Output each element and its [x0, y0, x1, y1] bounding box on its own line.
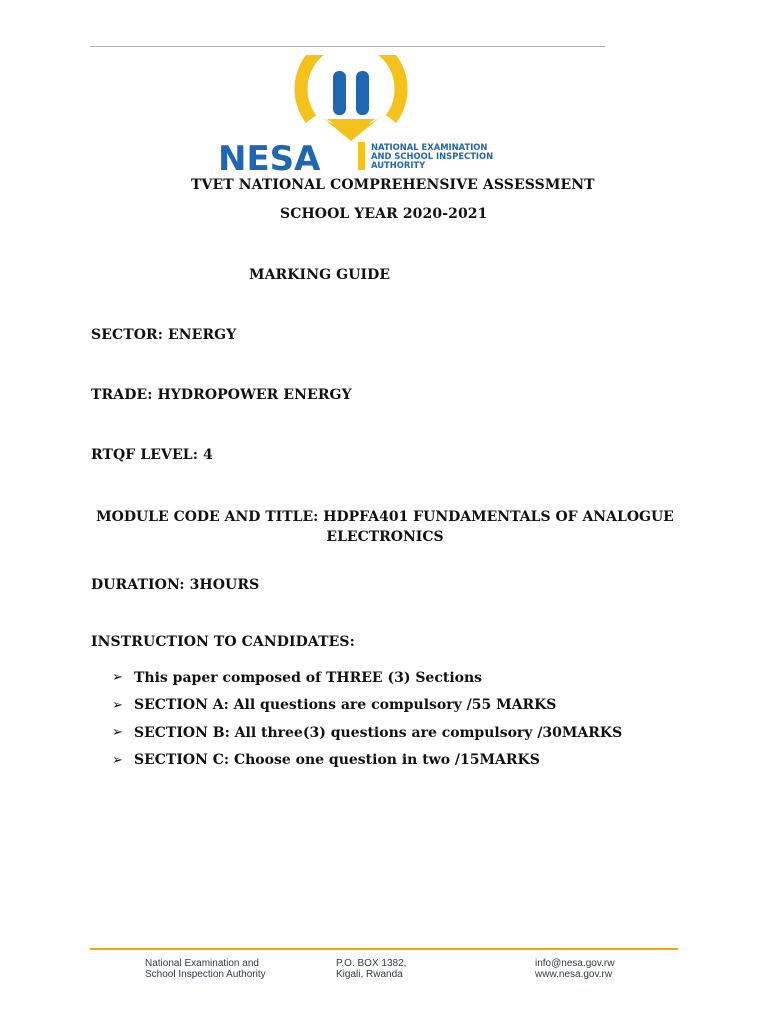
- list-item: [112, 719, 622, 747]
- footer-address: [336, 958, 406, 980]
- instruction-text: SECTION B: All three(3) questions are compulsory /30MARKS: [134, 724, 623, 741]
- footer-org-line-1: National Examination and: [145, 958, 259, 969]
- top-divider: [90, 46, 605, 47]
- module-line-1: MODULE CODE AND TITLE: HDPFA401 FUNDAMENTALS OF ANALOGUE: [96, 509, 674, 525]
- footer-address-line-1: P.O. BOX 1382,: [336, 958, 407, 969]
- arrow-bullet-icon: ➢: [112, 697, 123, 713]
- list-item: [112, 664, 622, 692]
- marking-guide-title: MARKING GUIDE: [249, 267, 391, 283]
- arrow-bullet-icon: ➢: [112, 670, 123, 686]
- instruction-text: This paper composed of THREE (3) Sections: [134, 669, 483, 686]
- logo-tagline-2: AND SCHOOL INSPECTION: [371, 151, 494, 161]
- footer-contact: [535, 958, 614, 980]
- trade-line: TRADE: HYDROPOWER ENERGY: [91, 387, 352, 403]
- level-line: RTQF LEVEL: 4: [91, 447, 213, 463]
- logo-tagline-3: AUTHORITY: [371, 160, 426, 170]
- footer-website-link[interactable]: www.nesa.gov.rw: [535, 969, 613, 980]
- logo-tagline-1: NATIONAL EXAMINATION: [371, 142, 488, 152]
- instruction-text: SECTION A: All questions are compulsory /55 MARKS: [134, 697, 557, 714]
- module-line-2: ELECTRONICS: [326, 529, 444, 545]
- instruction-list: [112, 664, 622, 774]
- instruction-text: SECTION C: Choose one question in two /15MARKS: [134, 752, 540, 769]
- logo-brand: NESA: [218, 139, 321, 175]
- assessment-title: TVET NATIONAL COMPREHENSIVE ASSESSMENT: [191, 177, 595, 193]
- sector-line: SECTOR: ENERGY: [91, 327, 237, 343]
- footer-org: [145, 958, 266, 980]
- footer-address-line-2: Kigali, Rwanda: [336, 969, 403, 980]
- footer-email-link[interactable]: info@nesa.gov.rw: [535, 958, 615, 969]
- instructions-heading: INSTRUCTION TO CANDIDATES:: [91, 634, 355, 650]
- list-item: [112, 747, 622, 775]
- list-item: [112, 692, 622, 720]
- duration-line: DURATION: 3HOURS: [91, 577, 260, 593]
- school-year: SCHOOL YEAR 2020-2021: [280, 206, 488, 222]
- nesa-logo: [215, 55, 535, 175]
- arrow-bullet-icon: ➢: [112, 725, 123, 741]
- arrow-bullet-icon: ➢: [112, 752, 123, 768]
- pencil-emblem-icon: [301, 55, 401, 141]
- module-block: [90, 507, 680, 547]
- footer-org-line-2: School Inspection Authority: [145, 969, 266, 980]
- footer-divider: [90, 948, 678, 950]
